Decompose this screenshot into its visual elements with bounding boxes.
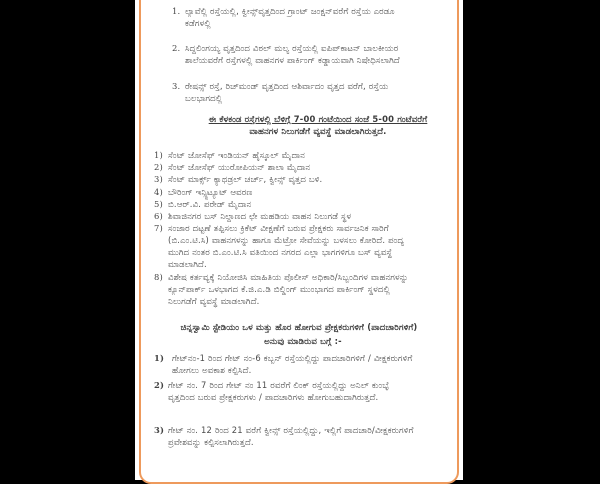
list-marker: 1. bbox=[172, 6, 181, 16]
list-item-text: ಮಾಡಲಾಗಿದೆ. bbox=[168, 259, 207, 269]
list-item-text: ಗೇಟ್ ನಂ. 7 ರಿಂದ ಗೇಟ್ ನಂ 11 ರವರೆಗೆ ಲಿಂಕ್ ರಸ್ತೆಯಲ್ಲಿದ್ದು ಅನಿಲ್ ಕುಂಬ್ಳೆ bbox=[168, 380, 390, 390]
list-item-text: ಪ್ರವೇಶವನ್ನು ಕಲ್ಪಿಸಲಾಗಿರುತ್ತದೆ. bbox=[168, 437, 254, 447]
list-marker: 2) bbox=[154, 162, 163, 172]
heading-line-2: ಅನುವು ಮಾಡಿರುವ ಬಗ್ಗೆ :- bbox=[264, 336, 342, 346]
list-item-text: ರೇಷನ್ಸ್ ರಸ್ತೆ, ರಿಚ್‌ಮಂಡ್ ವೃತ್ತದಿಂದ ಆಶಿರ್ವಾದಂ ವೃತ್ತದ ವರೆಗೆ, ರಸ್ತೆಯ bbox=[185, 81, 389, 91]
list-marker: 5) bbox=[154, 199, 163, 209]
list-marker: 4) bbox=[154, 187, 163, 197]
list-item-text: ಶಾಲೆಯವರೆಗೆ ರಸ್ತೆಗಳಲ್ಲಿ ವಾಹನಗಳ ಪಾರ್ಕಿಂಗ್ ಕಡ್ಡಾಯವಾಗಿ ನಿಷೇಧಿಸಲಾಗಿದೆ bbox=[185, 55, 400, 65]
list-marker: 1) bbox=[154, 353, 165, 363]
list-item-text: ಸೆಂಟ್ ಜೋಸೆಫ್ ಇಂಡಿಯನ್ ಹೈಸ್ಕೂಲ್ ಮೈದಾನ bbox=[168, 150, 305, 160]
list-item-text: ಮುಗಿದ ನಂತರ ಬಿ.ಎಂ.ಟಿ.ಸಿ ವತಿಯಿಂದ ನಗರದ ಎಲ್ಲಾ ಭಾಗಗಳಿಗೂ ಬಸ್ ವ್ಯವಸ್ಥೆ bbox=[168, 247, 393, 257]
list-item-text: ಸಂಜಾರ ದಟ್ಟಣೆ ತಪ್ಪಿಸಲು ಕ್ರಿಕೆಟ್ ವೀಕ್ಷಣೆಗೆ ಬರುವ ಪ್ರೇಕ್ಷಕರು ಸಾರ್ವಜನಿಕ ಸಾರಿಗೆ bbox=[168, 223, 389, 233]
list-item-text: ಸೆಂಟ್ ಮಾರ್ಕ್ಸ್ ಕ್ಯಾಥಡ್ರಲ್ ಚರ್ಚ್, ಕ್ವೀನ್ಸ್ ವೃತ್ತದ ಬಳಿ. bbox=[168, 174, 323, 184]
list-marker: 1) bbox=[154, 150, 163, 160]
list-marker: 3) bbox=[154, 425, 165, 435]
list-item-text: ಶಿವಾಜಿನಗರ ಬಸ್ ನಿಲ್ದಾಣದ ಛೇ ಮಹಡಿಯ ವಾಹನ ನಿಲುಗಡೆ ಸ್ಥಳ bbox=[168, 211, 352, 221]
list-marker: 3) bbox=[154, 174, 163, 184]
heading-line-2: ವಾಹನಗಳ ನಿಲುಗಡೆಗೆ ವ್ಯವಸ್ಥೆ ಮಾಡಲಾಗಿರುತ್ತದೆ. bbox=[249, 126, 387, 136]
list-item-text: ಕಡೆಗಳಲ್ಲಿ bbox=[185, 18, 211, 28]
list-item-text: ವೃತ್ತದಿಂದ ಬರುವ ಪ್ರೇಕ್ಷಕರುಗಳು / ಪಾದಚಾರಿಗಳು ಹೋಗುಬಹುದಾಗಿರುತ್ತದೆ. bbox=[168, 392, 379, 402]
list-item-text: ಸಿದ್ದಲಿಂಗಯ್ಯ ವೃತ್ತದಿಂದ ವಿಠಲ್ ಮಲ್ಯ ರಸ್ತೆಯಲ್ಲಿ ಐಪಿಪ್‌ಕಾಟನ್ ಬಾಲಕೀಯರ bbox=[185, 43, 399, 53]
heading-line-1: ಈ ಕೆಳಕಂಡ ರಸ್ತೆಗಳಲ್ಲಿ ಬೆಳಿಗ್ಗೆ 7-00 ಗಂಟೆಯಿಂದ ಸಂಜೆ 5-00 ಗಂಟೆವರೆಗೆ bbox=[208, 114, 428, 124]
list-item-text: ಕ್ಯೂನ್‌ಪಾರ್ಕ್ ಒಳಭಾಗದ ಕೆ.ಜಿ.ಎ.ಡಿ ಬಿಲ್ಡಿಂಗ್ ಮುಂಭಾಗದ ಪಾರ್ಕಿಂಗ್ ಸ್ಥಳದಲ್ಲಿ bbox=[168, 284, 391, 294]
list-item-text: ಬೌರಿಂಗ್ ಇನ್ಸ್ಟಿಟ್ಯೂಟ್ ಆವರಣ bbox=[168, 187, 253, 197]
list-item-text: ಗೇಟ್ ನಂ. 12 ರಿಂದ 21 ವರೆಗೆ ಕ್ವೀನ್ಸ್ ರಸ್ತೆಯಲ್ಲಿದ್ದು, ಇಲ್ಲಿಗೆ ಪಾದಚಾರಿ/ವೀಕ್ಷಕರುಗಳಿಗೆ bbox=[168, 425, 414, 435]
list-marker: 6) bbox=[154, 211, 163, 221]
list-marker: 2. bbox=[172, 43, 181, 53]
list-item-text: ಲ್ಯಾವೆಲ್ಲಿ ರಸ್ತೆಯಲ್ಲಿ, ಕ್ವೀನ್ಸ್‌ವೃತ್ತದಿಂದ ಗ್ರಾಂಟ್ ಜಂಕ್ಷನ್‌ವರೆಗೆ ರಸ್ತೆಯ ಎರಡೂ bbox=[185, 6, 395, 16]
list-marker: 2) bbox=[154, 380, 165, 390]
list-item-text: ಹೋಗಲು ಅವಕಾಶ ಕಲ್ಪಿಸಿದೆ. bbox=[172, 365, 252, 375]
list-item-text: ಬಲಭಾಗದಲ್ಲಿ bbox=[185, 93, 223, 103]
list-item-text: ಬಿ.ಆರ್.ವಿ. ಪರೇಡ್ ಮೈದಾನ bbox=[168, 199, 252, 209]
list-item-text: ಗೇಟ್‌ನಂ-1 ರಿಂದ ಗೇಟ್ ನಂ-6 ಕಬ್ಬನ್ ರಸ್ತೆಯಲ್ಲಿದ್ದು ಪಾದಚಾರಿಗಳಿಗೆ / ವೀಕ್ಷಕರುಗಳಿಗೆ bbox=[172, 353, 413, 363]
list-item-text: ನಿಲುಗಡೆಗೆ ವ್ಯವಸ್ಥೆ ಮಾಡಲಾಗಿದೆ. bbox=[168, 296, 260, 306]
heading-line-1: ಚಿನ್ನಸ್ವಾಮಿ ಸ್ಟೇಡಿಯಂ ಒಳ ಮತ್ತು ಹೊರ ಹೋಗುವ ಪ್ರೇಕ್ಷಕರುಗಳಿಗೆ (ಪಾದಚಾರಿಗಳಿಗೆ) bbox=[180, 322, 418, 332]
list-marker: 7) bbox=[154, 223, 163, 233]
list-marker: 3. bbox=[172, 81, 181, 91]
list-item-text: ವಿಶೇಷ ಕರ್ತವ್ಯಕ್ಕೆ ನಿಯೋಜಿಸಿ ಮಾಹಿತಿಯ ಪೊಲೀಸ್ ಅಧಿಕಾರಿ/ಸಿಬ್ಬಂದಿಗಳ ವಾಹನಗಳನ್ನು bbox=[168, 272, 409, 282]
list-item-text: (ಬಿ.ಎಂ.ಟಿ.ಸಿ) ವಾಹನಗಳನ್ನು ಹಾಗೂ ಮೆಟ್ರೋ ಸೇವೆಯನ್ನು ಬಳಸಲು ಕೋರಿದೆ. ಪಂದ್ಯ bbox=[168, 235, 405, 245]
list-marker: 8) bbox=[154, 272, 163, 282]
list-item-text: ಸೆಂಟ್ ಜೋಸೆಫ್ ಯುರೋಪಿಯನ್ ಶಾಲಾ ಮೈದಾನ bbox=[168, 162, 311, 172]
